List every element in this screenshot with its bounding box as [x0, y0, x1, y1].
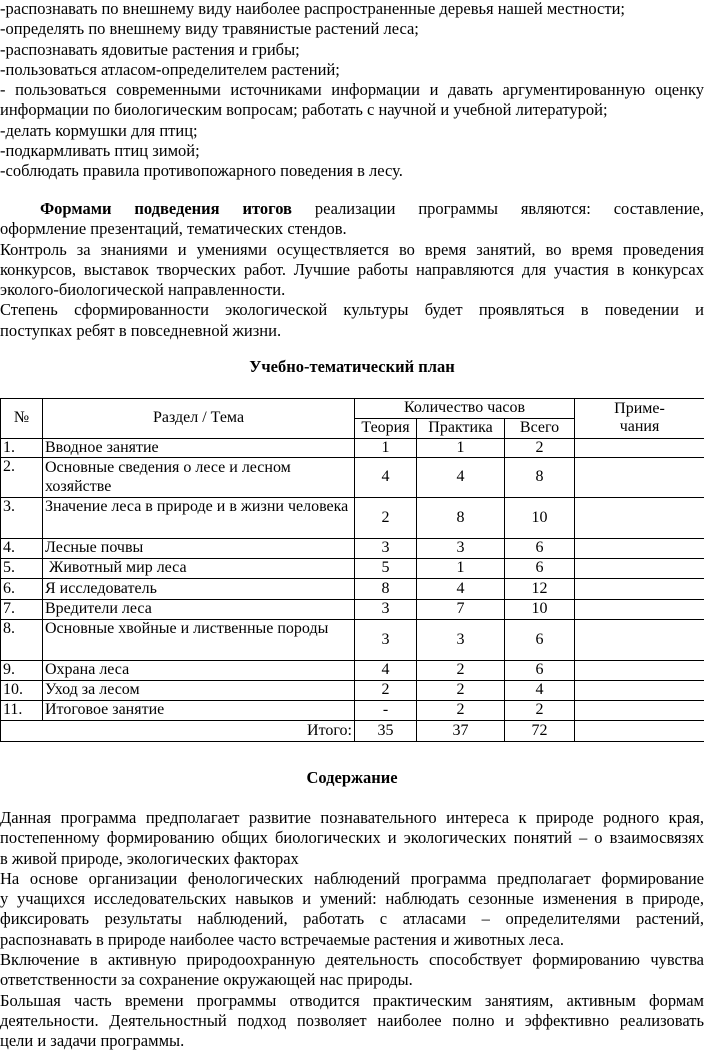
row-num: 8.	[1, 620, 43, 661]
forms-paragraph	[0, 199, 704, 341]
totals-practice: 37	[417, 721, 505, 742]
row-theory: -	[355, 701, 417, 721]
header-practice: Практика	[417, 419, 505, 439]
row-num: 3.	[1, 498, 43, 539]
skill-item: -делать кормушки для птиц;	[0, 121, 704, 141]
row-num: 5.	[1, 559, 43, 579]
row-theory: 3	[355, 539, 417, 559]
table-totals-row	[1, 721, 704, 742]
forms-bold-lead: Формами подведения итогов	[40, 199, 292, 218]
row-practice: 2	[417, 701, 505, 721]
table-row	[1, 438, 704, 458]
row-practice: 8	[417, 498, 505, 539]
header-hours: Количество часов	[355, 399, 575, 419]
header-total: Всего	[505, 419, 575, 439]
row-total: 2	[505, 438, 575, 458]
row-num: 11.	[1, 701, 43, 721]
row-notes	[575, 498, 704, 539]
row-topic: Вредители леса	[43, 600, 355, 620]
row-topic: Основные хвойные и лиственные породы	[43, 620, 355, 661]
table-row	[1, 579, 704, 600]
row-notes	[575, 559, 704, 579]
row-notes	[575, 681, 704, 701]
row-total: 2	[505, 701, 575, 721]
content-line: распознавать в природе наиболее часто встречаемые растения и животных леса.	[0, 930, 704, 950]
content-line: деятельности. Деятельностный подход позволяет наиболее полно и эффективно реализовать	[0, 1011, 704, 1031]
content-body	[0, 808, 704, 1052]
content-line: Большая часть времени программы отводится практическим занятиям, активным формам	[0, 991, 704, 1011]
skills-list	[0, 0, 704, 182]
row-notes	[575, 701, 704, 721]
table-row	[1, 681, 704, 701]
table-row	[1, 498, 704, 539]
header-notes-line-2: чания	[620, 418, 660, 435]
row-topic: Животный мир леса	[43, 559, 355, 579]
content-line: в живой природе, экологических факторах	[0, 849, 704, 869]
table-row	[1, 600, 704, 620]
row-notes	[575, 579, 704, 600]
row-topic: Я исследователь	[43, 579, 355, 600]
row-num: 2.	[1, 458, 43, 498]
row-practice: 7	[417, 600, 505, 620]
row-num: 4.	[1, 539, 43, 559]
row-total: 6	[505, 661, 575, 681]
row-total: 6	[505, 559, 575, 579]
skill-item: -пользоваться атласом-определителем растений;	[0, 60, 704, 80]
content-line: Включение в активную природоохранную деятельность способствует формированию чувства	[0, 950, 704, 970]
content-line: ответственности за сохранение окружающей нас природы.	[0, 970, 704, 990]
row-practice: 1	[417, 438, 505, 458]
row-notes	[575, 438, 704, 458]
control-line: Контроль за знаниями и умениями осуществляется во время занятий, во время проведения	[0, 240, 704, 260]
row-practice: 3	[417, 620, 505, 661]
row-practice: 3	[417, 539, 505, 559]
totals-notes	[575, 721, 704, 742]
content-line: постепенному формированию общих биологических и экологических понятий – о взаимосвязях	[0, 828, 704, 848]
row-practice: 2	[417, 681, 505, 701]
totals-theory: 35	[355, 721, 417, 742]
skill-item: - пользоваться современными источниками информации и давать аргументированную оценку	[0, 80, 704, 100]
row-notes	[575, 620, 704, 661]
row-num: 10.	[1, 681, 43, 701]
row-theory: 3	[355, 620, 417, 661]
skill-item: -распознавать ядовитые растения и грибы;	[0, 40, 704, 60]
row-notes	[575, 661, 704, 681]
thematic-plan-table	[0, 398, 704, 742]
table-row	[1, 661, 704, 681]
row-topic: Охрана леса	[43, 661, 355, 681]
row-notes	[575, 600, 704, 620]
row-topic: Уход за лесом	[43, 681, 355, 701]
content-line: Данная программа предполагает развитие познавательного интереса к природе родного края,	[0, 808, 704, 828]
control-line: эколого-биологической направленности.	[0, 280, 704, 300]
row-topic: Вводное занятие	[43, 438, 355, 458]
row-total: 10	[505, 600, 575, 620]
header-theory: Теория	[355, 419, 417, 439]
row-practice: 4	[417, 579, 505, 600]
content-title: Содержание	[0, 768, 704, 788]
content-line: цели и задачи программы.	[0, 1031, 704, 1051]
row-theory: 2	[355, 498, 417, 539]
content-line: На основе организации фенологических наблюдений программа предполагает формирование	[0, 869, 704, 889]
row-num: 6.	[1, 579, 43, 600]
row-theory: 4	[355, 458, 417, 498]
header-notes-line-1: Приме-	[614, 400, 665, 417]
row-total: 8	[505, 458, 575, 498]
totals-total: 72	[505, 721, 575, 742]
row-total: 6	[505, 539, 575, 559]
row-practice: 4	[417, 458, 505, 498]
table-row	[1, 539, 704, 559]
skill-item: -подкармливать птиц зимой;	[0, 141, 704, 161]
skill-item: -соблюдать правила противопожарного поведения в лесу.	[0, 161, 704, 181]
row-topic: Значение леса в природе и в жизни человека	[43, 498, 355, 539]
header-num: №	[1, 399, 43, 439]
skill-item: информации по биологическим вопросам; работать с научной и учебной литературой;	[0, 100, 704, 120]
content-line: у учащихся исследовательских навыков и умений: наблюдать сезонные изменения в природе,	[0, 889, 704, 909]
control-line: конкурсов, выставок творческих работ. Лучшие работы направляются для участия в конкурсах	[0, 260, 704, 280]
row-total: 12	[505, 579, 575, 600]
row-total: 10	[505, 498, 575, 539]
header-notes	[575, 399, 704, 439]
row-theory: 4	[355, 661, 417, 681]
row-num: 9.	[1, 661, 43, 681]
degree-line: поступках ребят в повседневной жизни.	[0, 321, 704, 341]
row-topic: Основные сведения о лесе и лесном хозяйстве	[43, 458, 355, 498]
row-total: 6	[505, 620, 575, 661]
row-topic: Лесные почвы	[43, 539, 355, 559]
forms-line-1	[0, 199, 704, 219]
forms-line-1-rest: реализации программы являются: составление,	[292, 199, 704, 218]
row-theory: 1	[355, 438, 417, 458]
table-row	[1, 559, 704, 579]
row-theory: 3	[355, 600, 417, 620]
header-topic: Раздел / Тема	[43, 399, 355, 439]
degree-line: Степень сформированности экологической культуры будет проявляться в поведении и	[0, 300, 704, 320]
row-topic: Итоговое занятие	[43, 701, 355, 721]
row-practice: 1	[417, 559, 505, 579]
plan-title: Учебно-тематический план	[0, 357, 704, 377]
content-line: фиксировать результаты наблюдений, работать с атласами – определителями растений,	[0, 909, 704, 929]
table-row	[1, 458, 704, 498]
table-row	[1, 701, 704, 721]
skill-item: -распознавать по внешнему виду наиболее распространенные деревья нашей местности;	[0, 0, 704, 19]
row-practice: 2	[417, 661, 505, 681]
row-num: 1.	[1, 438, 43, 458]
row-notes	[575, 539, 704, 559]
table-row	[1, 620, 704, 661]
row-theory: 2	[355, 681, 417, 701]
row-num: 7.	[1, 600, 43, 620]
totals-label: Итого:	[1, 721, 355, 742]
table-header-row	[1, 399, 704, 419]
row-theory: 5	[355, 559, 417, 579]
row-total: 4	[505, 681, 575, 701]
row-theory: 8	[355, 579, 417, 600]
forms-line-2: оформление презентаций, тематических стендов.	[0, 219, 704, 239]
skill-item: -определять по внешнему виду травянистые растений леса;	[0, 19, 704, 39]
row-notes	[575, 458, 704, 498]
